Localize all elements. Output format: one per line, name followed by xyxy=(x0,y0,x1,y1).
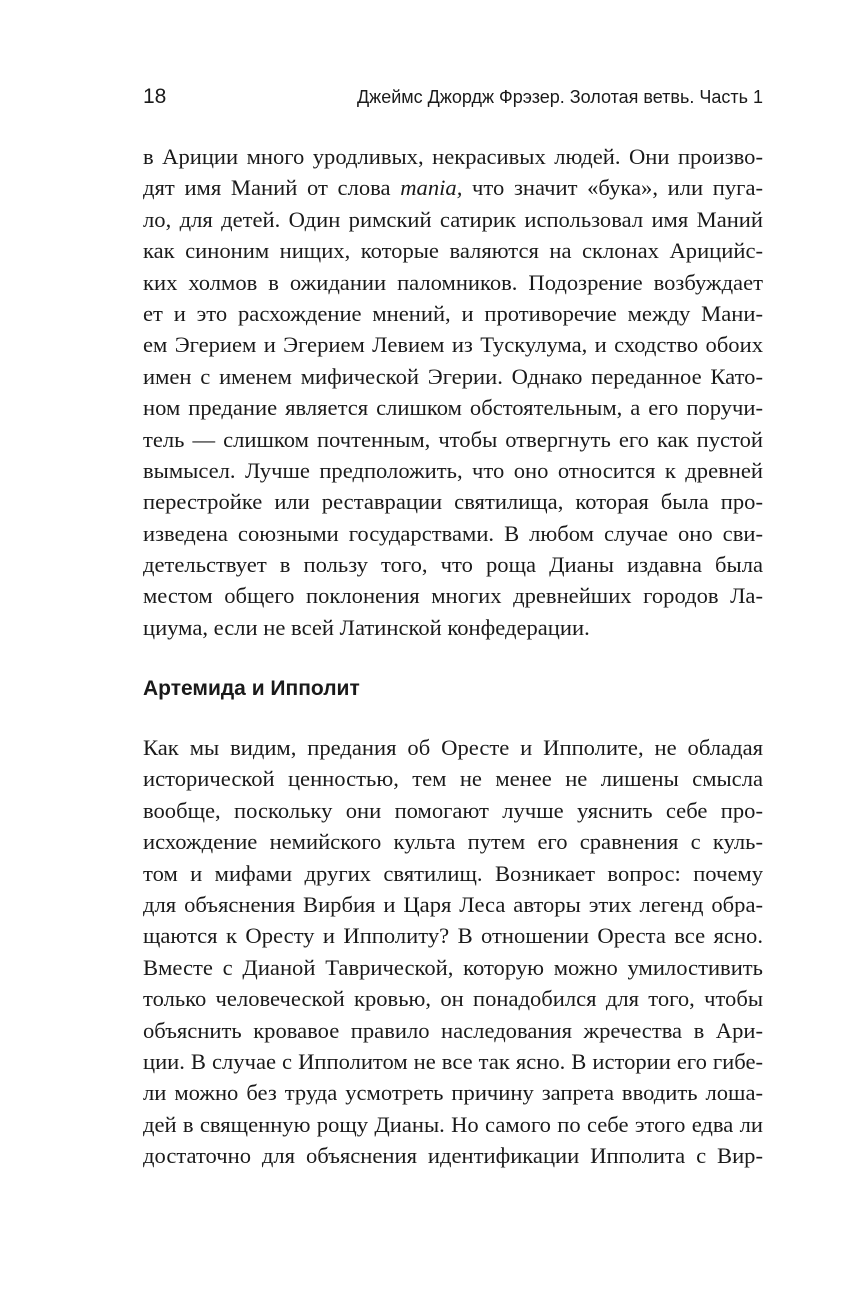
text-line: тель — слишком почтенным, чтобы отвергнуть его как пустой xyxy=(143,426,763,452)
text-line: ем Эгерием и Эгерием Левием из Тускулума, и сходство обоих xyxy=(143,332,763,358)
text-line: ли можно без труда усмотреть причину запрета вводить лоша- xyxy=(143,1080,763,1106)
paragraph-1 xyxy=(143,141,763,643)
text-line: детельствует в пользу того, что роща Дианы издавна была xyxy=(143,552,763,578)
text-run: дят имя Маний от слова xyxy=(143,175,401,201)
text-line: для объяснения Вирбия и Царя Леса авторы этих легенд обра- xyxy=(143,891,763,917)
text-line: циума, если не всей Латинской конфедерации. xyxy=(143,614,590,640)
paragraph-2 xyxy=(143,732,763,1171)
text-line: том и мифами других святилищ. Возникает вопрос: почему xyxy=(143,860,763,886)
text-line: ло, для детей. Один римский сатирик использовал имя Маний xyxy=(143,206,763,232)
italic-term: mania, xyxy=(400,175,463,201)
text-line: ции. В случае с Ипполитом не все так ясно. В истории его гибе- xyxy=(143,1048,763,1074)
text-run: что значит «бука», или пуга- xyxy=(462,175,764,201)
text-line: исхождение немийского культа путем его сравнения с куль- xyxy=(143,829,763,855)
text-line: Как мы видим, предания об Оресте и Ипполите, не обладая xyxy=(143,735,763,760)
text-line: изведена союзными государствами. В любом случае оно сви- xyxy=(143,520,763,546)
text-line: вообще, поскольку они помогают лучше уяснить себе про- xyxy=(143,797,763,823)
text-line: щаются к Оресту и Ипполиту? В отношении Ореста все ясно. xyxy=(143,923,763,949)
text-line xyxy=(143,172,763,203)
section-heading: Артемида и Ипполит xyxy=(143,677,360,700)
text-line: исторической ценностью, тем не менее не лишены смысла xyxy=(143,766,763,792)
text-line: Вместе с Дианой Таврической, которую можно умилостивить xyxy=(143,954,763,980)
text-line: местом общего поклонения многих древнейших городов Ла- xyxy=(143,583,763,609)
text-line: только человеческой кровью, он понадобился для того, чтобы xyxy=(143,986,763,1012)
text-line: дей в священную рощу Дианы. Но самого по себе этого едва ли xyxy=(143,1111,763,1137)
text-line: объяснить кровавое правило наследования жречества в Ари- xyxy=(143,1017,763,1043)
text-line: достаточно для объяснения идентификации Ипполита с Вир- xyxy=(143,1143,763,1169)
running-title: Джеймс Джордж Фрэзер. Золотая ветвь. Часть 1 xyxy=(356,87,763,107)
text-line: ном предание является слишком обстоятельным, а его поручи- xyxy=(143,395,763,421)
text-line: вымысел. Лучше предположить, что оно относится к древней xyxy=(143,457,763,483)
text-line: перестройке или реставрации святилища, которая была про- xyxy=(143,489,763,515)
page-number: 18 xyxy=(143,85,167,108)
text-line: в Ариции много уродливых, некрасивых людей. Они произво- xyxy=(143,144,763,169)
text-line: ких холмов в ожидании паломников. Подозрение возбуждает xyxy=(143,269,763,295)
running-header xyxy=(143,83,763,113)
text-line: ет и это расхождение мнений, и противоречие между Мани- xyxy=(143,300,763,326)
text-line: имен с именем мифической Эгерии. Однако переданное Като- xyxy=(143,363,763,389)
text-line: как синоним нищих, которые валяются на склонах Арицийс- xyxy=(143,238,763,264)
